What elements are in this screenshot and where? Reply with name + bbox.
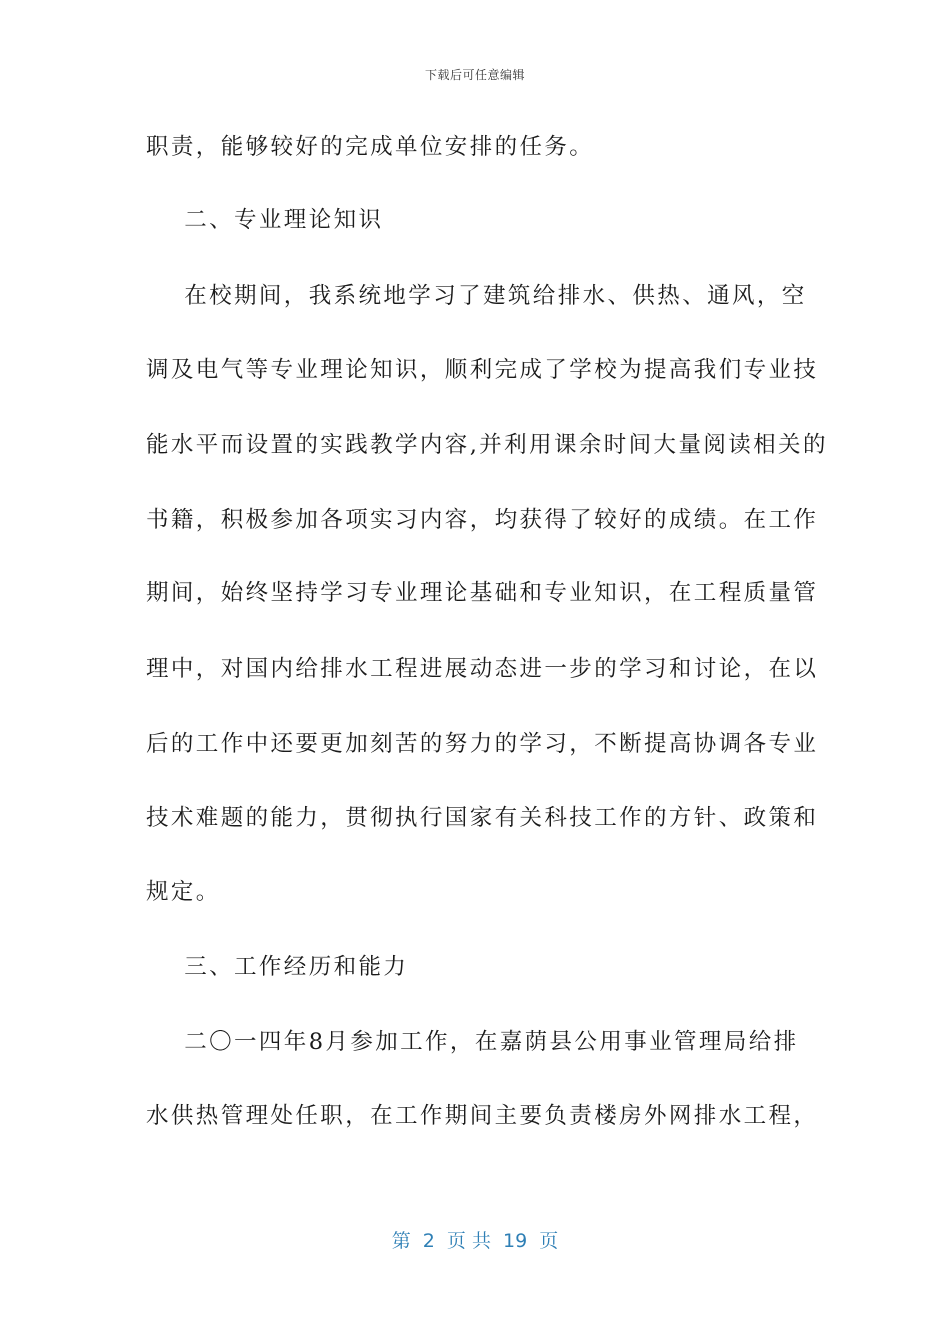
text-line: 规定。 xyxy=(146,879,221,905)
text-line: 职责，能够较好的完成单位安排的任务。 xyxy=(146,134,595,160)
text-line: 水供热管理处任职，在工作期间主要负责楼房外网排水工程， xyxy=(146,1103,819,1129)
download-note: 下载后可任意编辑 xyxy=(424,68,525,82)
section-heading: 二、专业理论知识 xyxy=(146,207,384,233)
text-line: 调及电气等专业理论知识，顺利完成了学校为提高我们专业技 xyxy=(146,357,819,383)
text-line: 能水平而设置的实践教学内容,并利用课余时间大量阅读相关的 xyxy=(146,432,828,458)
section-heading: 三、工作经历和能力 xyxy=(146,954,409,980)
text-line: 书籍，积极参加各项实习内容，均获得了较好的成绩。在工作 xyxy=(146,507,819,533)
text-line: 二〇一四年8月参加工作，在嘉荫县公用事业管理局给排 xyxy=(146,1029,799,1055)
text-line: 技术难题的能力，贯彻执行国家有关科技工作的方针、政策和 xyxy=(146,805,819,831)
text-line: 后的工作中还要更加刻苦的努力的学习，不断提高协调各专业 xyxy=(146,731,819,757)
text-line: 期间，始终坚持学习专业理论基础和专业知识，在工程质量管 xyxy=(146,580,819,606)
page-number: 第 2 页 共 19 页 xyxy=(391,1230,559,1252)
text-line: 在校期间，我系统地学习了建筑给排水、供热、通风，空 xyxy=(146,283,807,309)
text-line: 理中，对国内给排水工程进展动态进一步的学习和讨论，在以 xyxy=(146,656,819,682)
